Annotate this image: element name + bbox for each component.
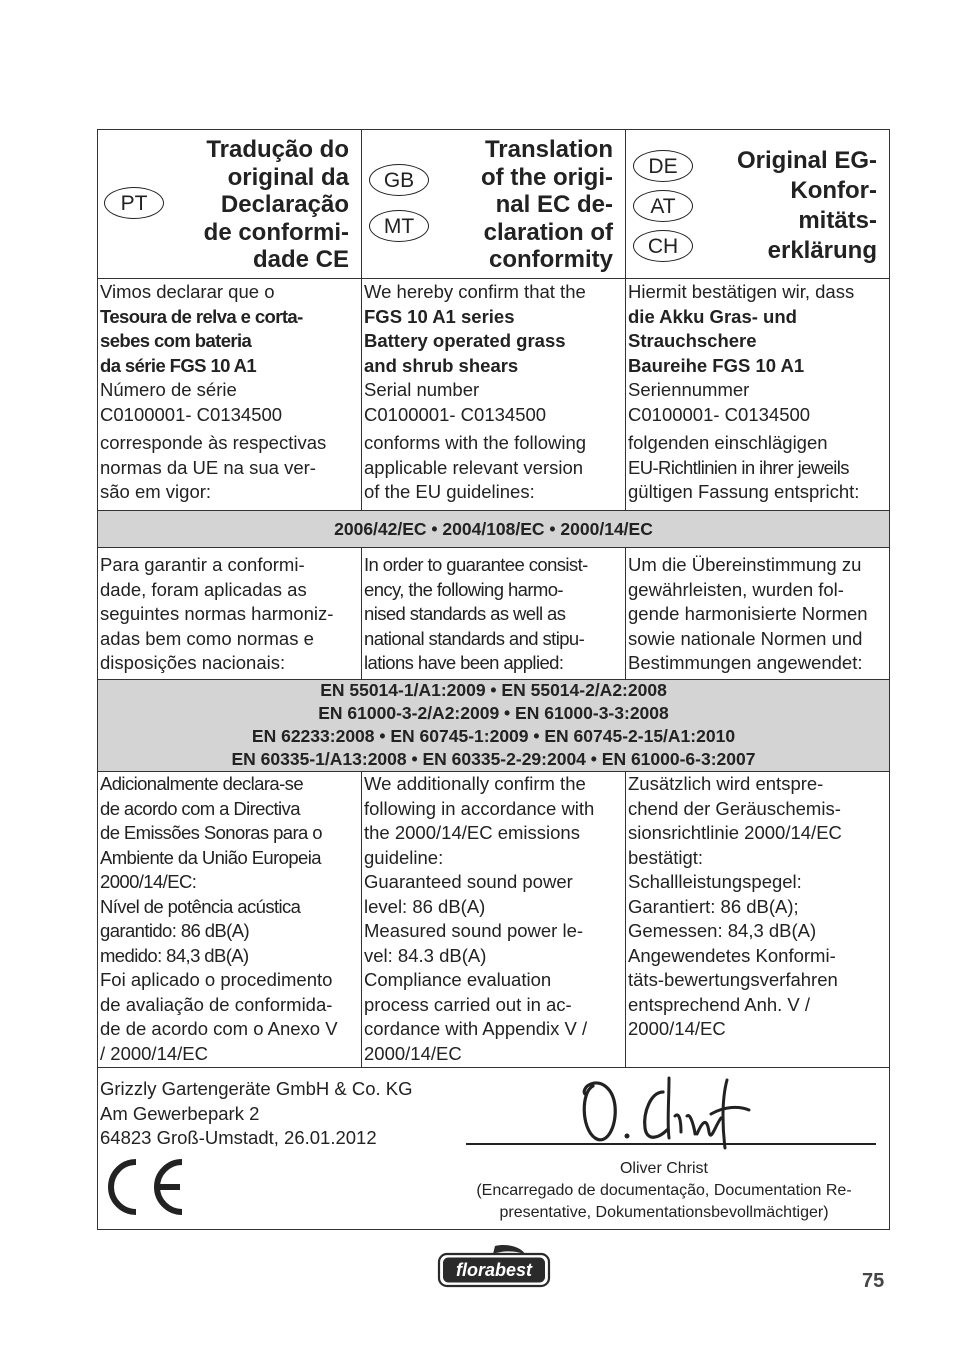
- divider: [97, 278, 890, 279]
- svg-text:florabest: florabest: [455, 1260, 533, 1280]
- divider: [97, 510, 890, 511]
- signatory-name: Oliver Christ: [619, 1160, 708, 1177]
- divider: [97, 547, 890, 548]
- standards-list: EN 55014-1/A1:2009 • EN 55014-2/A2:2008 EN 61000-3-2/A2:2009 • EN 61000-3-3:2008 EN 62233:2008 • EN 60745-1:2009 • EN 60745-2-15/A1:2010 EN 60335-1/A13:2008 • EN 60335-2-29:2004 • EN 61000-6-3:2007: [231, 680, 756, 769]
- heading-pt: Tradução do original da Declaração de conformi- dade CE: [203, 136, 349, 274]
- harmonised-cell-pt: Para garantir a conformi- dade, foram aplicadas as seguintes normas harmoniz- adas bem como normas e disposições nacionais:: [100, 554, 334, 673]
- signatory-role: presentative, Dokumentationsbevollmächtiger): [499, 1204, 829, 1221]
- language-badge-ch: CH: [633, 230, 693, 262]
- signatory: [444, 1158, 884, 1224]
- directives-list: 2006/42/EC • 2004/108/EC • 2000/14/EC: [334, 519, 653, 539]
- product-cell-de: Hiermit bestätigen wir, dass die Akku Gras- und Strauchschere Baureihe FGS 10 A1 Seriennummer C0100001- C0134500 folgenden einschlägigen EU-Richtlinien in ihrer jeweils gültigen Fassung entspricht:: [628, 281, 860, 502]
- ce-mark-icon: [104, 1156, 188, 1218]
- product-cell-gb: We hereby confirm that the FGS 10 A1 series Battery operated grass and shrub shears Serial number C0100001- C0134500 conforms with the following applicable relevant version of the EU guidelines:: [364, 281, 587, 502]
- additional-cell-pt: Adicionalmente declara-se de acordo com a Directiva de Emissões Sonoras para o Ambiente da União Europeia 2000/14/EC: Nível de potência acústica garantido: 86 dB(A) medido: 84,3 dB(A) Foi aplicado o procedimento de avaliação de conformida- de de acordo com o Anexo V / 2000/14/EC: [100, 773, 338, 1064]
- signatory-role: (Encarregado de documentação, Documentation Re-: [476, 1182, 852, 1199]
- language-badge-mt: MT: [369, 210, 429, 242]
- heading-de: Original EG- Konfor- mitäts- erklärung: [736, 147, 877, 264]
- product-cell-pt: Vimos declarar que o Tesoura de relva e corta- sebes com bateria da série FGS 10 A1 Número de série C0100001- C0134500 corresponde às respectivas normas da UE na sua ver- são em vigor:: [100, 281, 327, 502]
- language-badge-de: DE: [633, 150, 693, 182]
- language-badge-gb: GB: [369, 164, 429, 196]
- language-badge-at: AT: [633, 190, 693, 222]
- divider: [97, 1067, 890, 1068]
- heading-gb: Translation of the origi- nal EC de- claration of conformity: [481, 136, 613, 274]
- column-divider: [625, 547, 626, 680]
- company-street: Am Gewerbepark 2: [100, 1102, 260, 1124]
- additional-cell-gb: We additionally confirm the following in accordance with the 2000/14/EC emissions guideline: Guaranteed sound power level: 86 dB(A) Measured sound power le- vel: 84.3 dB(A) Compliance evaluation process carried out in ac- cordance with Appendix V / 2000/14/EC: [364, 773, 595, 1064]
- signature-line: [466, 1143, 876, 1145]
- company-address: [100, 1077, 413, 1151]
- harmonised-cell-gb: In order to guarantee consist- ency, the following harmo- nised standards as well as national standards and stipu- lations have been applied:: [364, 554, 588, 673]
- signature-image: [575, 1072, 755, 1154]
- column-divider: [625, 771, 626, 1068]
- harmonised-cell-de: Um die Übereinstimmung zu gewährleisten, wurden fol- gende harmonisierte Normen sowie nationale Normen und Bestimmungen angewendet:: [628, 554, 868, 673]
- additional-cell-de: Zusätzlich wird entspre- chend der Geräuschemis- sionsrichtlinie 2000/14/EC bestätigt: Schallleistungspegel: Garantiert: 86 dB(A); Gemessen: 84,3 dB(A) Angewendetes Konformi- täts-bewertungsverfahren entsprechend Anh. V / 2000/14/EC: [628, 773, 842, 1039]
- company-city-date: 64823 Groß-Umstadt, 26.01.2012: [100, 1127, 377, 1148]
- language-badge-pt: PT: [104, 187, 164, 219]
- page-number: 75: [862, 1270, 885, 1292]
- florabest-logo: [437, 1244, 551, 1290]
- column-divider: [361, 547, 362, 680]
- column-divider: [361, 771, 362, 1068]
- column-divider: [625, 129, 626, 511]
- company-name: Grizzly Gartengeräte GmbH & Co. KG: [100, 1078, 413, 1099]
- column-divider: [361, 129, 362, 511]
